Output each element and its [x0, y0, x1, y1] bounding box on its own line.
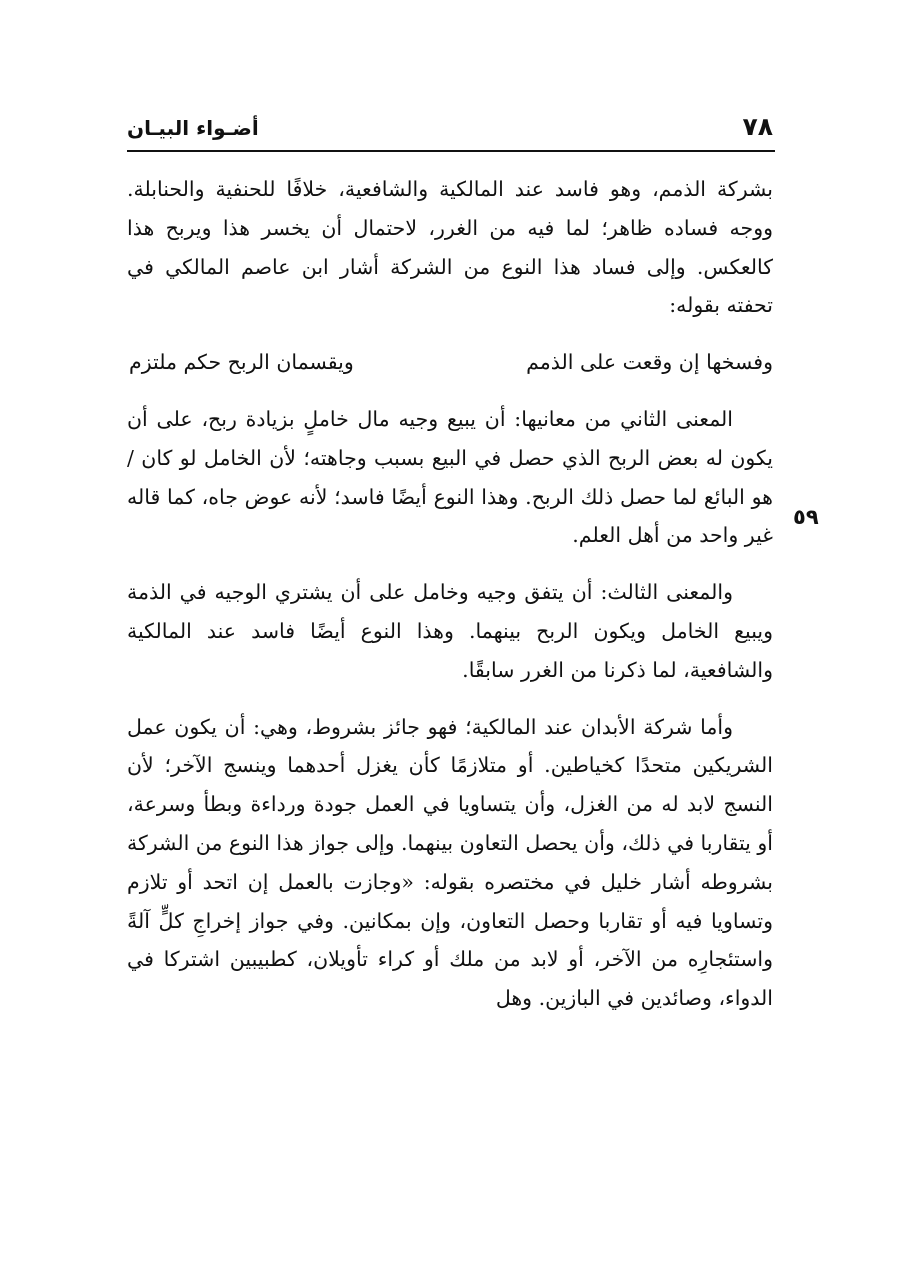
verse-line: [127, 343, 773, 382]
spacer: [127, 325, 773, 343]
running-title: أضـواء البيـان: [127, 116, 259, 140]
spacer: [127, 382, 773, 400]
spacer: [127, 555, 773, 573]
page-number: ٧٨: [742, 112, 773, 141]
verse-hemistich-2: ويقسمان الربح حكم ملتزم: [129, 350, 354, 375]
paragraph-1: بشركة الذمم، وهو فاسد عند المالكية والشافعية، خلافًا للحنفية والحنابلة. ووجه فساده ظاهر؛ لما فيه من الغرر، لاحتمال أن يخسر هذا ويربح هذا كالعكس. وإلى فساد هذا النوع من الشركة أشار ابن عاصم المالكي في تحفته بقوله:: [127, 177, 773, 318]
page-header: [127, 112, 773, 152]
margin-page-marker: ٥٩: [793, 505, 819, 529]
paragraph-4: وأما شركة الأبدان عند المالكية؛ فهو جائز بشروط، وهي: أن يكون عمل الشريكين متحدًا كخياطين. أو متلازمًا كأن يغزل أحدهما وينسج الآخر؛ لأن النسج لابد له من الغزل، وأن يتساويا في العمل جودة ورداءة وبطأ وسرعة، أو يتقاربا في ذلك، وأن يحصل التعاون بينهما. وإلى جواز هذا النوع من الشركة بشروطه أشار خليل في مختصره بقوله: «وجازت بالعمل إن اتحد أو تلازم وتساويا فيه أو تقاربا وحصل التعاون، وإن بمكانين. وفي جواز إخراجِ كلٍّ آلةً واستئجارِه من الآخر، أو لابد من ملك أو كراء تأويلان، كطبيبين اشتركا في الدواء، وصائدين في البازين. وهل: [127, 714, 773, 1011]
paragraph-3: والمعنى الثالث: أن يتفق وجيه وخامل على أن يشتري الوجيه في الذمة ويبيع الخامل ويكون الربح بينهما. وهذا النوع أيضًا فاسد عند المالكية والشافعية، لما ذكرنا من الغرر سابقًا.: [127, 580, 773, 682]
body-text: [127, 170, 773, 1018]
verse-hemistich-1: وفسخها إن وقعت على الذمم: [526, 350, 773, 375]
header-rule: [127, 150, 775, 152]
spacer: [127, 690, 773, 708]
paragraph-2: المعنى الثاني من معانيها: أن يبيع وجيه مال خاملٍ بزيادة ربح، على أن يكون له بعض الربح الذي حصل في البيع بسبب وجاهته؛ لأن الخامل لو كان / هو البائع لما حصل ذلك الربح. وهذا النوع أيضًا فاسد؛ لأنه عوض جاه، كما قاله غير واحد من أهل العلم.: [127, 406, 773, 548]
